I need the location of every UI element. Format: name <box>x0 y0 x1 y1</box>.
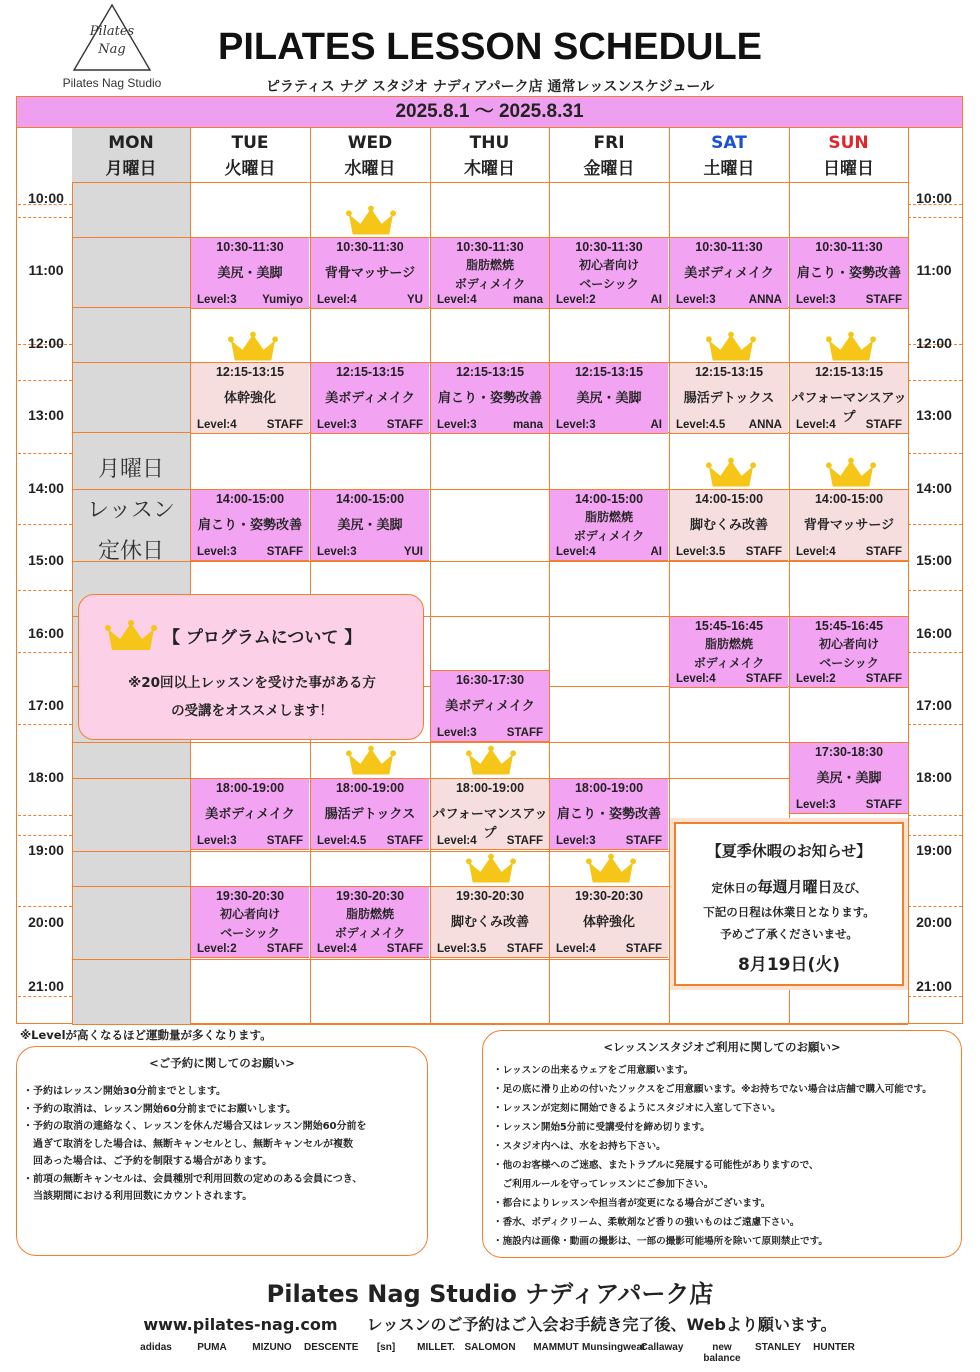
crown-icon <box>105 619 157 653</box>
lesson-time: 18:00-19:00 <box>215 781 285 795</box>
day-name-en: TUE <box>231 133 269 153</box>
lesson-level: Level:3.5 <box>676 546 726 558</box>
lesson-instructor: YUI <box>403 546 423 558</box>
lesson-instructor: STAFF <box>386 943 423 955</box>
notice-line-1c: 及び、 <box>832 881 867 895</box>
lesson-name: 美ボディメイク <box>325 391 415 406</box>
grid-dash <box>18 906 72 907</box>
lesson-name: 美尻・美脚 <box>576 391 642 406</box>
studio-line: ・レッスン開始5分前に受講受付を締め切ります。 <box>493 1122 710 1133</box>
studio-line: ・香水、ボディクリーム、柔軟剤など香りの強いものはご遠慮下さい。 <box>493 1217 800 1228</box>
lesson-time: 10:30-11:30 <box>815 240 883 254</box>
lesson-level: Level:4 <box>556 943 596 955</box>
reservation-line: ・予約の取消の連絡なく、レッスンを休んだ場合又はレッスン開始60分前を <box>23 1121 367 1132</box>
lesson-name: 脂肪燃焼 ボディメイク <box>693 637 765 670</box>
lesson-card <box>311 886 429 958</box>
lesson-time: 12:15-13:15 <box>335 365 405 379</box>
time-label-right: 13:00 <box>916 407 952 423</box>
lesson-card <box>670 616 788 688</box>
studio-title: <レッスンスタジオご利用に関してのお願い> <box>603 1040 841 1054</box>
day-name-en: FRI <box>593 133 625 153</box>
time-label-right: 12:00 <box>916 335 952 351</box>
crown-icon <box>228 330 278 364</box>
time-label-left: 15:00 <box>28 552 64 568</box>
lesson-time: 14:00-15:00 <box>694 492 764 506</box>
lesson-level: Level:3 <box>556 835 596 847</box>
lesson-card <box>670 362 788 434</box>
reservation-line: ・前項の無断キャンセルは、会員種別で利用回数の定めのある会員につき、 <box>23 1173 363 1185</box>
brand-logo: MIZUNO <box>252 1342 292 1353</box>
lesson-card <box>790 237 908 309</box>
lesson-time: 17:30-18:30 <box>814 745 884 759</box>
lesson-name: 脚むくみ改善 <box>450 915 529 930</box>
lesson-time: 19:30-20:30 <box>335 889 405 903</box>
brand-logo: SALOMON <box>464 1342 516 1353</box>
lesson-instructor: STAFF <box>506 835 543 847</box>
lesson-card <box>191 778 309 850</box>
lesson-time: 19:30-20:30 <box>574 889 644 903</box>
summer-holiday-notice <box>674 822 904 986</box>
lesson-instructor: STAFF <box>865 546 902 558</box>
lesson-level: Level:4 <box>197 419 237 431</box>
day-name-jp: 水曜日 <box>344 159 396 179</box>
time-label-left: 10:00 <box>28 190 64 206</box>
time-label-left: 19:00 <box>28 842 64 858</box>
day-header-tue <box>190 128 310 182</box>
lesson-name: 肩こり・姿勢改善 <box>556 807 661 822</box>
date-range: 2025.8.1 〜 2025.8.31 <box>16 96 963 128</box>
crown-icon <box>346 204 396 238</box>
lesson-level: Level:4 <box>317 943 357 955</box>
lesson-time: 12:15-13:15 <box>694 365 764 379</box>
lesson-instructor: STAFF <box>386 835 423 847</box>
lesson-instructor: AI <box>650 419 662 431</box>
time-label-right: 20:00 <box>916 914 952 930</box>
lesson-level: Level:3 <box>317 419 357 431</box>
day-header-thu <box>430 128 549 182</box>
lesson-name: 体幹強化 <box>582 915 635 930</box>
lesson-instructor: STAFF <box>386 419 423 431</box>
lesson-instructor: STAFF <box>745 546 782 558</box>
day-name-en: MON <box>108 133 154 153</box>
lesson-level: Level:3 <box>197 835 237 847</box>
brand-logo: Callaway <box>640 1342 684 1353</box>
time-label-left: 18:00 <box>28 769 64 785</box>
reservation-title: <ご予約に関してのお願い> <box>149 1056 295 1070</box>
brand-logo: MILLET. <box>417 1342 455 1353</box>
day-name-jp: 木曜日 <box>464 159 515 179</box>
time-label-left: 16:00 <box>28 625 64 641</box>
notice-line-2: 下記の日程は休業日となります。 <box>703 905 875 919</box>
crown-icon <box>706 456 756 490</box>
grid-dash <box>18 996 72 997</box>
crown-icon <box>826 456 876 490</box>
lesson-card <box>431 886 549 958</box>
lesson-time: 10:30-11:30 <box>695 240 763 254</box>
reservation-line: 回あった場合は、ご予約を制限する場合があります。 <box>23 1156 273 1167</box>
lesson-name: 肩こり・姿勢改善 <box>197 518 302 533</box>
time-label-right: 18:00 <box>916 769 952 785</box>
grid-dash <box>908 724 962 725</box>
lesson-level: Level:4 <box>437 294 477 306</box>
crown-icon <box>466 744 516 778</box>
lesson-instructor: STAFF <box>506 727 543 739</box>
lesson-time: 18:00-19:00 <box>455 781 525 795</box>
grid-dash <box>908 652 962 653</box>
lesson-name: 美尻・美脚 <box>337 518 403 533</box>
grid-dash <box>18 815 72 816</box>
lesson-instructor: STAFF <box>625 835 662 847</box>
lesson-card <box>550 778 668 850</box>
day-header-fri <box>549 128 669 182</box>
lesson-name: 脂肪燃焼 ボディメイク <box>334 907 406 940</box>
crown-icon <box>706 330 756 364</box>
day-name-en: WED <box>347 133 393 153</box>
lesson-card <box>431 362 549 434</box>
lesson-card <box>790 742 908 814</box>
reservation-line: 当該期間における利用回数にカウントされます。 <box>23 1191 253 1202</box>
studio-line: ・レッスンの出来るウェアをご用意願います。 <box>493 1065 694 1076</box>
crown-icon <box>586 852 636 886</box>
lesson-name: 背骨マッサージ <box>803 518 895 533</box>
lesson-instructor: STAFF <box>865 419 902 431</box>
time-label-left: 21:00 <box>28 978 64 994</box>
lesson-card <box>311 778 429 850</box>
grid-dash <box>18 217 72 218</box>
lesson-card <box>550 489 668 561</box>
lesson-name: 美尻・美脚 <box>816 771 882 786</box>
lesson-card <box>790 489 908 561</box>
lesson-instructor: STAFF <box>865 673 902 685</box>
day-name-jp: 日曜日 <box>823 159 874 179</box>
time-label-left: 20:00 <box>28 914 64 930</box>
lesson-card <box>670 237 788 309</box>
lesson-level: Level:4.5 <box>676 419 726 431</box>
day-name-en: THU <box>469 133 510 153</box>
lesson-card <box>311 489 429 561</box>
lesson-instructor: STAFF <box>506 943 543 955</box>
grid-dash <box>908 815 962 816</box>
grid-dash <box>18 380 72 381</box>
crown-icon <box>346 744 396 778</box>
lesson-level: Level:3 <box>197 294 237 306</box>
lesson-card <box>790 616 908 688</box>
lesson-card <box>670 489 788 561</box>
notice-line-3: 予めご了承くださいませ。 <box>720 927 858 941</box>
notice-date: 8月19日(火) <box>737 955 841 975</box>
lesson-level: Level:3 <box>197 546 237 558</box>
crown-icon <box>466 852 516 886</box>
lesson-card <box>191 489 309 561</box>
lesson-card <box>191 886 309 958</box>
lesson-name: パフォーマンスアップ <box>432 807 548 841</box>
lesson-name: 初心者向け ベーシック <box>219 907 280 940</box>
studio-lines <box>493 1061 957 1251</box>
grid-dash <box>18 835 72 836</box>
brand-logo: Munsingwear <box>582 1342 646 1353</box>
lesson-name: 美ボディメイク <box>445 699 535 714</box>
studio-line: ・施設内は画像・動画の撮影は、一部の撮影可能場所を除いて原則禁止です。 <box>493 1236 829 1247</box>
brand-logo: HUNTER <box>813 1342 855 1353</box>
lesson-level: Level:3 <box>556 419 596 431</box>
grid-dash <box>908 906 962 907</box>
grid-dash <box>908 380 962 381</box>
lesson-instructor: AI <box>650 546 662 558</box>
lesson-time: 10:30-11:30 <box>336 240 404 254</box>
lesson-time: 10:30-11:30 <box>575 240 643 254</box>
lesson-instructor: STAFF <box>266 835 303 847</box>
monday-closed-text: 定休日 <box>97 539 164 564</box>
lesson-card <box>311 362 429 434</box>
lesson-name: 初心者向け ベーシック <box>578 258 639 291</box>
reserve-note: レッスンのご予約はご入会お手続き完了後、Webより願います。 <box>366 1315 837 1334</box>
logo-text-1: Pilates <box>89 24 135 39</box>
lesson-instructor: STAFF <box>745 673 782 685</box>
logo-text-2: Nag <box>98 42 126 57</box>
lesson-time: 19:30-20:30 <box>455 889 525 903</box>
studio-line: ・足の底に滑り止めの付いたソックスをご用意願います。※お持ちでない場合は店舗で購入可能です。 <box>493 1084 932 1095</box>
grid-dash <box>18 590 72 591</box>
grid-dash <box>908 590 962 591</box>
lesson-time: 14:00-15:00 <box>215 492 285 506</box>
page-title: PILATES LESSON SCHEDULE <box>217 26 763 68</box>
brand-logo: [sn] <box>376 1342 396 1353</box>
lesson-instructor: AI <box>650 294 662 306</box>
time-label-right: 15:00 <box>916 552 952 568</box>
lesson-level: Level:3 <box>676 294 716 306</box>
time-label-left: 12:00 <box>28 335 64 351</box>
notice-line-1a: 定休日の <box>711 881 758 895</box>
reservation-line: 過ぎて取消をした場合は、無断キャンセルとし、無断キャンセルが複数 <box>23 1138 353 1150</box>
lesson-card <box>191 362 309 434</box>
lesson-name: 肩こり・姿勢改善 <box>796 266 901 281</box>
grid-dash <box>908 835 962 836</box>
lesson-card <box>191 237 309 309</box>
lesson-time: 14:00-15:00 <box>814 492 884 506</box>
studio-line: ・都合によりレッスンや担当者が変更になる場合がございます。 <box>493 1198 771 1209</box>
lesson-name: 腸活デトックス <box>683 391 775 406</box>
lesson-card <box>431 237 549 309</box>
lesson-level: Level:3 <box>796 294 836 306</box>
lesson-name: 美尻・美脚 <box>217 266 283 281</box>
lesson-instructor: STAFF <box>266 419 303 431</box>
studio-line: ・スタジオ内へは、水をお持ち下さい。 <box>493 1141 666 1152</box>
lesson-time: 10:30-11:30 <box>216 240 284 254</box>
time-label-left: 13:00 <box>28 407 64 423</box>
footer-studio-name: Pilates Nag Studio ナディアパーク店 <box>266 1280 714 1308</box>
crown-icon <box>826 330 876 364</box>
lesson-instructor: STAFF <box>266 546 303 558</box>
day-name-jp: 火曜日 <box>224 159 276 179</box>
brand-logo: adidas <box>140 1342 172 1353</box>
lesson-level: Level:3 <box>437 419 477 431</box>
day-header-mon <box>72 128 190 182</box>
notice-title: 【夏季休暇のお知らせ】 <box>706 842 872 860</box>
program-title: 【 プログラムについて 】 <box>163 628 362 648</box>
lesson-time: 12:15-13:15 <box>814 365 884 379</box>
time-label-right: 11:00 <box>916 262 952 278</box>
lesson-level: Level:4 <box>556 546 596 558</box>
reservation-lines <box>23 1083 423 1206</box>
lesson-card <box>431 670 549 742</box>
program-info-box <box>78 594 424 740</box>
lesson-name: 脂肪燃焼 ボディメイク <box>573 510 645 543</box>
lesson-level: Level:2 <box>556 294 596 306</box>
grid-hline <box>72 182 908 183</box>
lesson-time: 12:15-13:15 <box>574 365 644 379</box>
reservation-rules-box <box>16 1046 428 1256</box>
grid-dash <box>18 652 72 653</box>
lesson-level: Level:4.5 <box>317 835 367 847</box>
day-header-sat <box>669 128 789 182</box>
lesson-name: 美ボディメイク <box>205 807 295 822</box>
lesson-name: 体幹強化 <box>223 391 276 406</box>
brand-logo: STANLEY <box>755 1342 801 1353</box>
lesson-card <box>550 886 668 958</box>
lesson-instructor: Yumiyo <box>262 294 303 306</box>
lesson-level: Level:3 <box>796 799 836 811</box>
level-note: ※Levelが高くなるほど運動量が多くなります。 <box>20 1028 272 1042</box>
studio-line: ・レッスンが定刻に開始できるようにスタジオに入室して下さい。 <box>493 1103 781 1114</box>
lesson-name: 腸活デトックス <box>324 807 416 822</box>
lesson-instructor: STAFF <box>865 799 902 811</box>
day-name-jp: 金曜日 <box>583 159 635 179</box>
monday-closed-text: レッスン <box>87 498 175 523</box>
website-link[interactable]: www.pilates-nag.com <box>143 1315 338 1334</box>
lesson-instructor: STAFF <box>266 943 303 955</box>
program-line-1: ※20回以上レッスンを受けた事がある方 <box>128 675 376 691</box>
lesson-card <box>311 237 429 309</box>
day-name-en: SUN <box>828 133 869 153</box>
lesson-level: Level:4 <box>317 294 357 306</box>
reservation-line: ・予約の取消は、レッスン開始60分前までにお願いします。 <box>23 1103 297 1115</box>
lesson-time: 19:30-20:30 <box>215 889 285 903</box>
lesson-level: Level:4 <box>437 835 477 847</box>
lesson-time: 10:30-11:30 <box>456 240 524 254</box>
lesson-level: Level:3.5 <box>437 943 487 955</box>
lesson-time: 15:45-16:45 <box>694 619 764 633</box>
time-label-left: 11:00 <box>28 262 64 278</box>
lesson-name: 脂肪燃焼 ボディメイク <box>454 258 526 291</box>
lesson-time: 14:00-15:00 <box>335 492 405 506</box>
time-label-left: 14:00 <box>28 480 64 496</box>
time-label-right: 14:00 <box>916 480 952 496</box>
time-label-right: 17:00 <box>916 697 952 713</box>
grid-dash <box>908 524 962 525</box>
lesson-time: 18:00-19:00 <box>335 781 405 795</box>
lesson-time: 15:45-16:45 <box>814 619 884 633</box>
lesson-instructor: STAFF <box>865 294 902 306</box>
studio-line: ご利用ルールを守ってレッスンにご参加下さい。 <box>493 1179 714 1190</box>
lesson-instructor: mana <box>512 419 543 431</box>
day-header-wed <box>310 128 430 182</box>
lesson-time: 14:00-15:00 <box>574 492 644 506</box>
grid-hline <box>72 1024 908 1025</box>
lesson-name: パフォーマンスアップ <box>791 391 907 425</box>
lesson-instructor: ANNA <box>748 294 782 306</box>
lesson-card <box>550 362 668 434</box>
studio-logo <box>42 2 182 94</box>
lesson-time: 12:15-13:15 <box>455 365 525 379</box>
grid-dash <box>18 724 72 725</box>
lesson-instructor: mana <box>512 294 543 306</box>
logo-caption: Pilates Nag Studio <box>62 76 162 90</box>
lesson-card <box>790 362 908 434</box>
brand-logo: MAMMUT <box>533 1342 579 1353</box>
lesson-time: 16:30-17:30 <box>455 673 525 687</box>
lesson-card <box>550 237 668 309</box>
studio-line: ・他のお客様へのご迷惑、またトラブルに発展する可能性がありますので、 <box>493 1160 819 1171</box>
day-name-jp: 土曜日 <box>703 159 755 179</box>
grid-dash <box>908 453 962 454</box>
time-label-right: 19:00 <box>916 842 952 858</box>
monday-closed-text: 月曜日 <box>97 457 164 482</box>
time-label-right: 16:00 <box>916 625 952 641</box>
brand-logo: new balance <box>703 1342 741 1364</box>
brand-logo: DESCENTE <box>304 1342 359 1353</box>
day-name-en: SAT <box>711 133 747 153</box>
lesson-level: Level:4 <box>676 673 716 685</box>
lesson-level: Level:2 <box>796 673 836 685</box>
page-subtitle: ピラティス ナグ スタジオ ナディアパーク店 通常レッスンスケジュール <box>265 79 715 95</box>
brand-logo: PUMA <box>197 1342 227 1353</box>
lesson-time: 18:00-19:00 <box>574 781 644 795</box>
grid-hline <box>72 561 908 562</box>
lesson-level: Level:3 <box>317 546 357 558</box>
lesson-name: 肩こり・姿勢改善 <box>437 391 542 406</box>
grid-dash <box>18 524 72 525</box>
lesson-name: 美ボディメイク <box>684 266 774 281</box>
grid-dash <box>908 996 962 997</box>
lesson-time: 12:15-13:15 <box>215 365 285 379</box>
lesson-level: Level:2 <box>197 943 237 955</box>
time-label-left: 17:00 <box>28 697 64 713</box>
lesson-level: Level:3 <box>437 727 477 739</box>
lesson-name: 初心者向け ベーシック <box>818 637 879 670</box>
lesson-instructor: YU <box>407 294 423 306</box>
studio-rules-box <box>482 1030 962 1258</box>
lesson-level: Level:4 <box>796 546 836 558</box>
reservation-line: ・予約はレッスン開始30分前までとします。 <box>23 1086 227 1097</box>
lesson-instructor: ANNA <box>748 419 782 431</box>
program-line-2: の受講をオススメします！ <box>171 703 333 719</box>
lesson-instructor: STAFF <box>625 943 662 955</box>
day-name-jp: 月曜日 <box>105 159 157 179</box>
lesson-name: 背骨マッサージ <box>324 266 416 281</box>
lesson-level: Level:4 <box>796 419 836 431</box>
time-label-right: 21:00 <box>916 978 952 994</box>
grid-dash <box>18 453 72 454</box>
lesson-name: 脚むくみ改善 <box>689 518 768 533</box>
day-header-sun <box>789 128 908 182</box>
time-label-right: 10:00 <box>916 190 952 206</box>
grid-hline <box>72 742 908 743</box>
notice-line-1b: 毎週月曜日 <box>757 878 833 896</box>
lesson-card <box>431 778 549 850</box>
grid-dash <box>908 217 962 218</box>
